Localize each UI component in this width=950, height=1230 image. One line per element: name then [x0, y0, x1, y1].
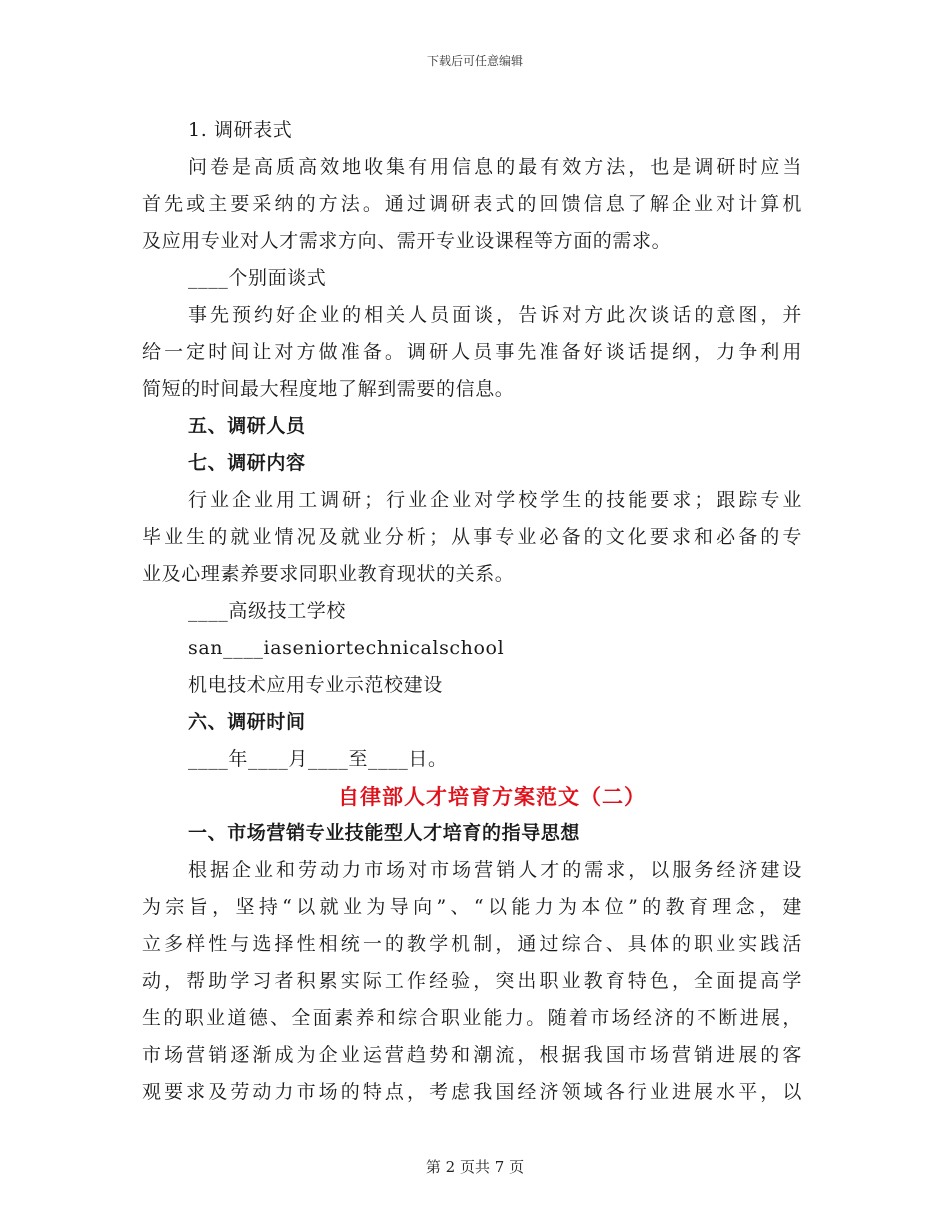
- heading-line: 六、调研时间: [188, 711, 306, 733]
- text-line: 动，帮助学习者积累实际工作经验，突出职业教育特色，全面提高学: [142, 970, 802, 992]
- text-line: 立多样性与选择性相统一的教学机制，通过综合、具体的职业实践活: [142, 933, 802, 955]
- text-line: ____年____月____至____日。: [188, 748, 448, 770]
- text-line: 事先预约好企业的相关人员面谈，告诉对方此次谈话的意图，并: [188, 304, 802, 326]
- text-line: 问卷是高质高效地收集有用信息的最有效方法，也是调研时应当: [188, 156, 802, 178]
- text-line: 市场营销逐渐成为企业运营趋势和潮流，根据我国市场营销进展的客: [142, 1044, 802, 1066]
- text-line: 毕业生的就业情况及就业分析；从事专业必备的文化要求和必备的专: [142, 526, 802, 548]
- text-line: san____iaseniortechnicalschool: [188, 637, 505, 659]
- text-line: 根据企业和劳动力市场对市场营销人才的需求，以服务经济建设: [188, 859, 802, 881]
- text-line: 行业企业用工调研；行业企业对学校学生的技能要求；跟踪专业: [188, 489, 802, 511]
- text-line: 生的职业道德、全面素养和综合职业能力。随着市场经济的不断进展，: [142, 1007, 802, 1029]
- text-line: 业及心理素养要求同职业教育现状的关系。: [142, 563, 515, 585]
- text-line: 机电技术应用专业示范校建设: [188, 674, 443, 696]
- page-footer: 第 2 页共 7 页: [425, 1158, 525, 1176]
- text-line: ____个别面谈式: [188, 267, 327, 289]
- section-title: 自律部人才培育方案范文（二）: [338, 784, 646, 809]
- page-header: 下载后可任意编辑: [426, 54, 523, 68]
- text-line: 为宗旨，坚持“以就业为导向”、“以能力为本位”的教育理念，建: [142, 896, 802, 918]
- text-line: 简短的时间最大程度地了解到需要的信息。: [142, 378, 515, 400]
- text-line: 给一定时间让对方做准备。调研人员事先准备好谈话提纲，力争利用: [142, 341, 802, 363]
- heading-line: 五、调研人员: [188, 415, 306, 437]
- text-line: ____高级技工学校: [188, 600, 347, 622]
- document-body: [142, 112, 802, 1111]
- text-line: 观要求及劳动力市场的特点，考虑我国经济领域各行业进展水平，以: [142, 1081, 802, 1103]
- text-line: 及应用专业对人才需求方向、需开专业设课程等方面的需求。: [142, 230, 672, 252]
- heading-line: 一、市场营销专业技能型人才培育的指导思想: [188, 822, 581, 844]
- text-line: 首先或主要采纳的方法。通过调研表式的回馈信息了解企业对计算机: [142, 193, 802, 215]
- text-line: 1. 调研表式: [188, 119, 293, 141]
- heading-line: 七、调研内容: [188, 452, 306, 474]
